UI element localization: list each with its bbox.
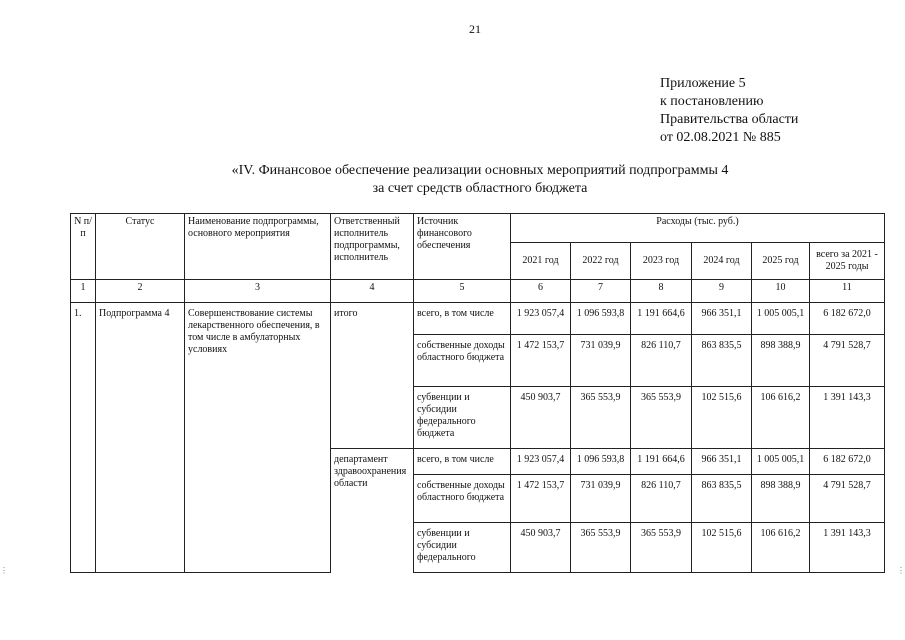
value-cell: 731 039,9 — [571, 335, 631, 387]
value-cell: 102 515,6 — [692, 523, 752, 573]
row-name: Совершенствование системы лекарственного обеспечения, в том числе в амбулаторных условиях — [185, 303, 331, 573]
value-cell: 1 005 005,1 — [752, 449, 810, 475]
appendix-line: от 02.08.2021 № 885 — [660, 130, 781, 145]
title-line: «IV. Финансовое обеспечение реализации основных мероприятий подпрограммы 4 — [231, 163, 729, 178]
header-year: 2025 год — [752, 243, 810, 280]
column-number: 3 — [185, 280, 331, 303]
value-cell: 365 553,9 — [631, 387, 692, 449]
column-number: 8 — [631, 280, 692, 303]
header-responsible: Ответственный исполнитель подпрограммы, исполнитель — [331, 214, 414, 280]
row-source: собственные доходы областного бюджета — [414, 335, 511, 387]
value-cell: 826 110,7 — [631, 475, 692, 523]
header-row — [71, 214, 885, 243]
value-cell: 6 182 672,0 — [810, 303, 885, 335]
value-cell: 4 791 528,7 — [810, 335, 885, 387]
value-cell: 1 472 153,7 — [511, 475, 571, 523]
value-cell: 4 791 528,7 — [810, 475, 885, 523]
header-source: Источник финансового обеспечения — [414, 214, 511, 280]
column-number: 11 — [810, 280, 885, 303]
value-cell: 1 923 057,4 — [511, 449, 571, 475]
value-cell: 1 923 057,4 — [511, 303, 571, 335]
value-cell: 863 835,5 — [692, 335, 752, 387]
header-expenses: Расходы (тыс. руб.) — [511, 214, 885, 243]
value-cell: 1 391 143,3 — [810, 523, 885, 573]
row-responsible: департамент здравоохранения области — [331, 449, 414, 573]
table-row — [71, 303, 885, 335]
value-cell: 1 191 664,6 — [631, 449, 692, 475]
value-cell: 6 182 672,0 — [810, 449, 885, 475]
header-year: 2023 год — [631, 243, 692, 280]
value-cell: 365 553,9 — [631, 523, 692, 573]
row-source: всего, в том числе — [414, 449, 511, 475]
value-cell: 731 039,9 — [571, 475, 631, 523]
value-cell: 106 616,2 — [752, 387, 810, 449]
scan-edge-mark: ⋮ — [897, 566, 905, 575]
value-cell: 106 616,2 — [752, 523, 810, 573]
value-cell: 898 388,9 — [752, 475, 810, 523]
row-responsible: итого — [331, 303, 414, 449]
appendix-block — [660, 75, 798, 147]
value-cell: 1 472 153,7 — [511, 335, 571, 387]
value-cell: 365 553,9 — [571, 523, 631, 573]
row-num: 1. — [71, 303, 96, 573]
header-name: Наименование подпрограммы, основного мероприятия — [185, 214, 331, 280]
value-cell: 966 351,1 — [692, 303, 752, 335]
value-cell: 1 391 143,3 — [810, 387, 885, 449]
page-number: 21 — [469, 22, 481, 36]
row-source: собственные доходы областного бюджета — [414, 475, 511, 523]
column-number: 6 — [511, 280, 571, 303]
header-year: 2024 год — [692, 243, 752, 280]
column-number: 5 — [414, 280, 511, 303]
column-number: 9 — [692, 280, 752, 303]
document-title — [120, 162, 840, 198]
value-cell: 1 191 664,6 — [631, 303, 692, 335]
value-cell: 450 903,7 — [511, 523, 571, 573]
header-num: N п/п — [71, 214, 96, 280]
header-year: 2022 год — [571, 243, 631, 280]
row-source: субвенции и субсидии федерального — [414, 523, 511, 573]
value-cell: 966 351,1 — [692, 449, 752, 475]
value-cell: 898 388,9 — [752, 335, 810, 387]
row-status: Подпрограмма 4 — [96, 303, 185, 573]
title-line: за счет средств областного бюджета — [372, 181, 588, 196]
header-status: Статус — [96, 214, 185, 280]
value-cell: 1 096 593,8 — [571, 303, 631, 335]
column-number: 4 — [331, 280, 414, 303]
value-cell: 102 515,6 — [692, 387, 752, 449]
value-cell: 450 903,7 — [511, 387, 571, 449]
header-year: 2021 год — [511, 243, 571, 280]
column-number: 1 — [71, 280, 96, 303]
value-cell: 863 835,5 — [692, 475, 752, 523]
value-cell: 826 110,7 — [631, 335, 692, 387]
header-year-total: всего за 2021 - 2025 годы — [810, 243, 885, 280]
appendix-line: к постановлению — [660, 94, 764, 109]
value-cell: 365 553,9 — [571, 387, 631, 449]
row-source: субвенции и субсидии федерального бюджета — [414, 387, 511, 449]
appendix-line: Правительства области — [660, 112, 799, 127]
column-number-row — [71, 280, 885, 303]
value-cell: 1 096 593,8 — [571, 449, 631, 475]
column-number: 2 — [96, 280, 185, 303]
column-number: 10 — [752, 280, 810, 303]
column-number: 7 — [571, 280, 631, 303]
financing-table — [70, 213, 885, 573]
appendix-line: Приложение 5 — [660, 76, 746, 91]
row-source: всего, в том числе — [414, 303, 511, 335]
value-cell: 1 005 005,1 — [752, 303, 810, 335]
scan-edge-mark: ⋮ — [0, 566, 8, 575]
